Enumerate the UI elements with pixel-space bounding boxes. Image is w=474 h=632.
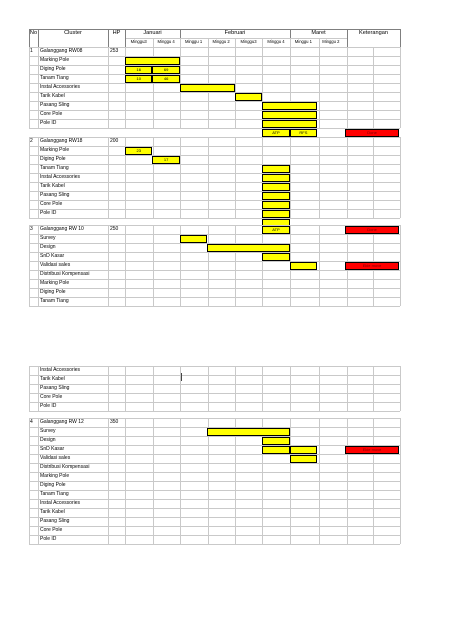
grid-line: [29, 297, 400, 298]
grid-line: [29, 218, 400, 219]
grid-line: [125, 366, 126, 411]
task-label: Diging Pole: [40, 66, 66, 72]
section-number: 2: [30, 138, 33, 144]
grid-line: [108, 366, 109, 411]
task-label: Distribusi Kompensasi: [40, 271, 90, 277]
task-label: Validasi sales: [40, 262, 71, 268]
grid-line: [108, 418, 109, 544]
gantt-bar: [235, 93, 262, 102]
grid-line: [29, 499, 400, 500]
gantt-bar: [180, 235, 207, 244]
grid-line: [125, 225, 126, 306]
grid-line: [235, 38, 236, 47]
grid-line: [235, 418, 236, 544]
grid-line: [29, 366, 30, 411]
grid-line: [180, 137, 181, 218]
section-hp: 250: [110, 226, 119, 232]
grid-line: [29, 481, 400, 482]
grid-line: [29, 544, 400, 545]
grid-line: [29, 200, 400, 201]
gantt-bar: 10: [125, 75, 152, 84]
grid-line: [153, 366, 154, 411]
grid-line: [29, 252, 400, 253]
grid-line: [262, 225, 263, 306]
section-title: Galanggang RW08: [40, 48, 83, 54]
grid-line: [108, 47, 109, 128]
header-no: No: [29, 29, 38, 36]
grid-line: [125, 38, 347, 39]
grid-line: [29, 375, 400, 376]
task-label: Tarik Kabel: [40, 183, 65, 189]
grid-line: [29, 402, 400, 403]
gantt-bar: [290, 262, 317, 271]
task-label: Core Pole: [40, 394, 63, 400]
header-week: Minggu 1: [184, 39, 203, 45]
grid-line: [400, 418, 401, 544]
header-month-februari: Februari: [224, 29, 246, 36]
gantt-bar: [262, 120, 317, 129]
task-label: Design: [40, 244, 56, 250]
grid-line: [29, 29, 400, 30]
task-label: Validasi sales: [40, 455, 71, 461]
grid-line: [400, 137, 401, 218]
grid-line: [38, 29, 39, 47]
grid-line: [235, 137, 236, 218]
grid-line: [29, 454, 400, 455]
status-bar: Ekie move: [345, 446, 400, 455]
grid-line: [235, 225, 236, 306]
grid-line: [29, 393, 400, 394]
section-number: 4: [30, 419, 33, 425]
status-bar: Ekie move: [345, 262, 400, 271]
grid-line: [29, 270, 400, 271]
grid-line: [290, 366, 291, 411]
gantt-bar: [207, 428, 289, 437]
grid-line: [29, 56, 400, 57]
grid-line: [373, 366, 374, 411]
header-cluster: Cluster: [64, 29, 82, 36]
grid-line: [38, 366, 39, 411]
grid-line: [319, 137, 320, 218]
grid-line: [29, 517, 400, 518]
header-week: Minggu 4: [267, 39, 285, 45]
task-label: Pole ID: [40, 120, 57, 126]
task-label: Diging Pole: [40, 289, 66, 295]
task-label: Core Pole: [40, 111, 63, 117]
header-week: Minggu 2: [322, 39, 340, 45]
task-label: Pole ID: [40, 210, 57, 216]
grid-line: [290, 137, 291, 218]
task-label: Pole ID: [40, 536, 57, 542]
gantt-bar: [262, 210, 289, 219]
grid-line: [400, 47, 401, 128]
gantt-bar: [262, 201, 289, 210]
grid-line: [180, 418, 181, 544]
task-label: Marking Pole: [40, 280, 70, 286]
task-label: Tanam Tiang: [40, 298, 69, 304]
grid-line: [29, 47, 30, 128]
grid-line: [29, 418, 400, 419]
grid-line: [29, 92, 400, 93]
grid-line: [347, 366, 348, 411]
header-week: Minggu3: [240, 39, 257, 45]
task-label: Pasang Sling: [40, 192, 70, 198]
grid-line: [125, 418, 126, 544]
grid-line: [29, 411, 400, 412]
grid-line: [29, 225, 30, 306]
grid-line: [347, 47, 348, 128]
grid-line: [400, 366, 401, 411]
grid-line: [108, 137, 109, 218]
gantt-bar: [262, 446, 289, 455]
task-label: Tanam Tiang: [40, 165, 69, 171]
grid-line: [319, 366, 320, 411]
gantt-bar: [262, 253, 289, 262]
grid-line: [29, 182, 400, 183]
section-title: Galanggang RW 10: [40, 226, 84, 232]
grid-line: [347, 29, 348, 47]
task-label: Core Pole: [40, 201, 63, 207]
grid-line: [29, 137, 30, 218]
grid-line: [373, 418, 374, 544]
status-bar: Done: [345, 226, 400, 235]
grid-line: [29, 119, 400, 120]
task-label: Instal Accessories: [40, 174, 81, 180]
task-label: Pasang Sling: [40, 102, 70, 108]
section-title: Galanggang RW 12: [40, 419, 84, 425]
grid-line: [29, 288, 400, 289]
grid-line: [180, 38, 181, 47]
task-label: Marking Pole: [40, 57, 70, 63]
gantt-bar: [262, 183, 289, 192]
gantt-bar: [262, 111, 317, 120]
grid-line: [400, 29, 401, 47]
grid-line: [108, 225, 109, 306]
task-label: Core Pole: [40, 527, 63, 533]
grid-line: [262, 366, 263, 411]
task-label: Pole ID: [40, 403, 57, 409]
grid-line: [208, 225, 209, 306]
grid-line: [29, 146, 400, 147]
grid-line: [208, 137, 209, 218]
gantt-bar: 17: [152, 156, 179, 165]
grid-line: [29, 463, 400, 464]
grid-line: [38, 137, 39, 218]
section-number: 3: [30, 226, 33, 232]
header-week: Minggu3: [130, 39, 147, 45]
grid-line: [29, 155, 400, 156]
header-week: Minggu 1: [294, 39, 313, 45]
grid-line: [108, 29, 109, 47]
header-week: Minggu 2: [212, 39, 230, 45]
grid-line: [319, 225, 320, 306]
status-bar: Done: [345, 129, 400, 138]
grid-line: [400, 225, 401, 306]
grid-line: [208, 38, 209, 47]
task-label: Tanam Tiang: [40, 491, 69, 497]
grid-line: [29, 384, 400, 385]
task-label: Pasang Sling: [40, 385, 70, 391]
section-hp: 200: [110, 138, 119, 144]
grid-line: [319, 47, 320, 128]
task-label: Instal Accessories: [40, 500, 81, 506]
gantt-bar: ATP: [262, 226, 289, 235]
grid-line: [29, 173, 400, 174]
task-label: Marking Pole: [40, 473, 70, 479]
grid-line: [235, 47, 236, 128]
gantt-bar: 69: [152, 66, 179, 75]
grid-line: [347, 418, 348, 544]
gantt-bar: [262, 192, 289, 201]
grid-line: [373, 47, 374, 128]
gantt-bar: 23: [125, 147, 152, 156]
gantt-bar: [180, 84, 235, 93]
grid-line: [373, 137, 374, 218]
section-title: Galanggang RW18: [40, 138, 83, 144]
gantt-bar: [262, 165, 289, 174]
cell-cursor: [181, 373, 182, 381]
gantt-bar: ATP: [262, 129, 289, 138]
gantt-bar: [207, 244, 289, 253]
grid-line: [29, 191, 400, 192]
grid-line: [29, 508, 400, 509]
header-month-januari: Januari: [143, 29, 162, 36]
grid-line: [208, 418, 209, 544]
grid-line: [347, 137, 348, 218]
task-label: Tarik Kabel: [40, 376, 65, 382]
task-label: SnD Kasar: [40, 446, 65, 452]
gantt-bar: 46: [152, 75, 179, 84]
grid-line: [262, 38, 263, 47]
task-label: Diging Pole: [40, 156, 66, 162]
task-label: Instal Accessories: [40, 84, 81, 90]
grid-line: [29, 418, 30, 544]
gantt-bar: [262, 102, 317, 111]
grid-line: [29, 436, 400, 437]
grid-line: [29, 366, 400, 367]
section-hp: 253: [110, 48, 119, 54]
grid-line: [153, 38, 154, 47]
grid-line: [29, 535, 400, 536]
task-label: Design: [40, 437, 56, 443]
task-label: Survey: [40, 428, 56, 434]
task-label: Diging Pole: [40, 482, 66, 488]
grid-line: [29, 490, 400, 491]
grid-line: [29, 65, 400, 66]
grid-line: [38, 47, 39, 128]
task-label: Instal Accessories: [40, 367, 81, 373]
grid-line: [29, 526, 400, 527]
grid-line: [208, 366, 209, 411]
grid-line: [29, 101, 400, 102]
grid-line: [153, 225, 154, 306]
grid-line: [29, 137, 400, 138]
grid-line: [38, 418, 39, 544]
grid-line: [29, 110, 400, 111]
grid-line: [153, 137, 154, 218]
grid-line: [290, 38, 291, 47]
task-label: Tarik Kabel: [40, 509, 65, 515]
grid-line: [235, 366, 236, 411]
gantt-bar: [290, 455, 317, 464]
section-number: 1: [30, 48, 33, 54]
grid-line: [29, 234, 400, 235]
gantt-bar: RFS: [290, 129, 317, 138]
grid-line: [29, 29, 30, 47]
grid-line: [153, 418, 154, 544]
grid-line: [29, 164, 400, 165]
gantt-bar: [262, 174, 289, 183]
grid-line: [29, 209, 400, 210]
gantt-bar: 16: [125, 66, 152, 75]
grid-line: [29, 279, 400, 280]
grid-line: [29, 47, 400, 48]
task-label: SnD Kasar: [40, 253, 65, 259]
grid-line: [29, 74, 400, 75]
task-label: Pasang Sling: [40, 518, 70, 524]
grid-line: [29, 306, 400, 307]
grid-line: [38, 225, 39, 306]
section-hp: 350: [110, 419, 119, 425]
header-keterangan: Keterangan: [359, 29, 388, 36]
task-label: Tanam Tiang: [40, 75, 69, 81]
gantt-bar: [125, 57, 180, 66]
header-hp: HP: [112, 29, 121, 36]
grid-line: [319, 418, 320, 544]
task-label: Survey: [40, 235, 56, 241]
grid-line: [125, 29, 126, 47]
grid-line: [319, 38, 320, 47]
gantt-bar: [290, 446, 317, 455]
header-month-maret: Maret: [311, 29, 326, 36]
grid-line: [29, 472, 400, 473]
header-week: Minggu 4: [157, 39, 175, 45]
gantt-bar: [262, 437, 289, 446]
task-label: Distribusi Kompensasi: [40, 464, 90, 470]
grid-line: [290, 418, 291, 544]
task-label: Marking Pole: [40, 147, 70, 153]
task-label: Tarik Kabel: [40, 93, 65, 99]
